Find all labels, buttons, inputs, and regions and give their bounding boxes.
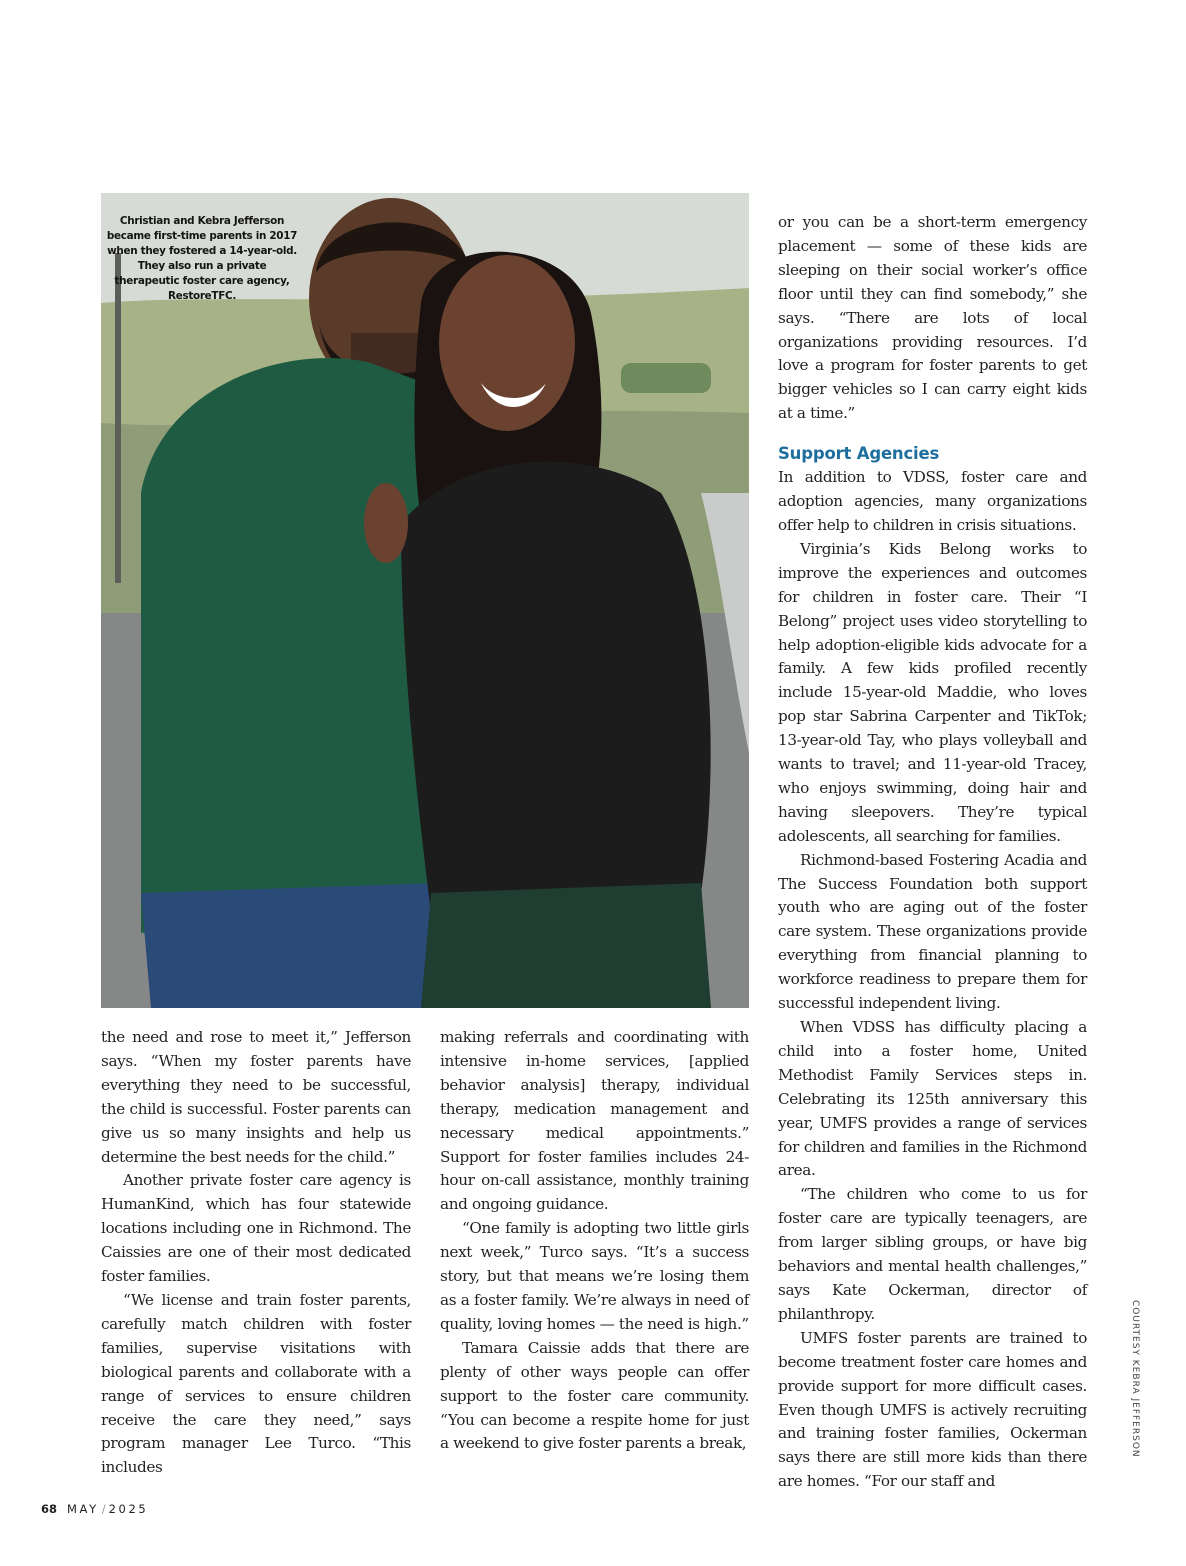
paragraph: When VDSS has difficulty placing a child into a foster home, United Methodist Family Services steps in. Celebrating its 125th anniversary this year, UMFS provides a range of services for children and families in the Richmond area.: [778, 1018, 1087, 1180]
paragraph: “We license and train foster parents, carefully match children with foster families, supervise visitations with biological parents and collaborate with a range of services to ensure children receive the care they need,” says program manager Lee Turco. “This includes: [101, 1290, 411, 1477]
paragraph: In addition to VDSS, foster care and adoption agencies, many organizations offer help to children in crisis situations.: [778, 468, 1087, 534]
issue-year: 2025: [108, 1502, 149, 1516]
couple-photo-illustration: [101, 193, 749, 1008]
paragraph: Tamara Caissie adds that there are plenty of other ways people can offer support to the foster care community. “You can become a respite home for just a weekend to give foster parents a break,: [440, 1338, 749, 1453]
paragraph: “One family is adopting two little girls next week,” Turco says. “It’s a success story, but that means we’re losing them as a foster family. We’re always in need of quality, loving homes — the need is high.”: [440, 1219, 749, 1333]
column-2: [440, 1026, 749, 1456]
paragraph: Another private foster care agency is HumanKind, which has four statewide locations including one in Richmond. The Caissies are one of their most dedicated foster families.: [101, 1171, 411, 1286]
paragraph: Virginia’s Kids Belong works to improve the experiences and outcomes for children in foster care. Their “I Belong” project uses video storytelling to help adoption-eligible kids advocate for a family. A few kids profiled recently include 15-year-old Maddie, who loves pop star Sabrina Carpenter and TikTok; 13-year-old Tay, who plays volleyball and wants to travel; and 11-year-old Tracey, who enjoys swimming, doing hair and having sleepovers. They’re typical adolescents, all searching for families.: [778, 539, 1087, 845]
page-number: 68: [41, 1502, 58, 1516]
paragraph: or you can be a short-term emergency placement — some of these kids are sleeping on their social worker’s office floor until they can find somebody,” she says. “There are lots of local organizations providing resources. I’d love a program for foster parents to get bigger vehicles so I can carry eight kids at a time.”: [778, 213, 1087, 423]
photo-credit: COURTESY KEBRA JEFFERSON: [1130, 1300, 1140, 1458]
page-folio: [41, 1502, 148, 1516]
section-heading: Support Agencies: [778, 444, 940, 464]
paragraph: UMFS foster parents are trained to become treatment foster care homes and provide support for more difficult cases. Even though UMFS is actively recruiting and training foster families, Ockerman says there are still more kids than there are homes. “For our staff and: [778, 1328, 1087, 1491]
column-1: [101, 1026, 411, 1480]
paragraph: making referrals and coordinating with intensive in-home services, [applied behavior analysis] therapy, individual therapy, medication management and necessary medical appointments.” Support for foster families includes 24-hour on-call assistance, monthly training and ongoing guidance.: [440, 1028, 749, 1214]
paragraph: “The children who come to us for foster care are typically teenagers, are from larger sibling groups, or have big behaviors and mental health challenges,” says Kate Ockerman, director of philanthropy.: [778, 1185, 1087, 1323]
paragraph: Richmond-based Fostering Acadia and The Success Foundation both support youth who are aging out of the foster care system. These organizations provide everything from financial planning to workforce readiness to prepare them for successful independent living.: [778, 850, 1087, 1013]
photo-caption: Christian and Kebra Jefferson became first-time parents in 2017 when they fostered a 14-year-old. They also run a private therapeutic foster care agency, RestoreTFC.: [106, 215, 298, 302]
feature-photo: [101, 193, 749, 1008]
issue-month: MAY: [67, 1502, 99, 1516]
paragraph: the need and rose to meet it,” Jefferson says. “When my foster parents have everything they need to be successful, the child is successful. Foster parents can give us so many insights and help us determine the best needs for the child.”: [101, 1028, 411, 1166]
column-3: [778, 211, 1087, 1494]
folio-divider: /: [101, 1502, 106, 1516]
